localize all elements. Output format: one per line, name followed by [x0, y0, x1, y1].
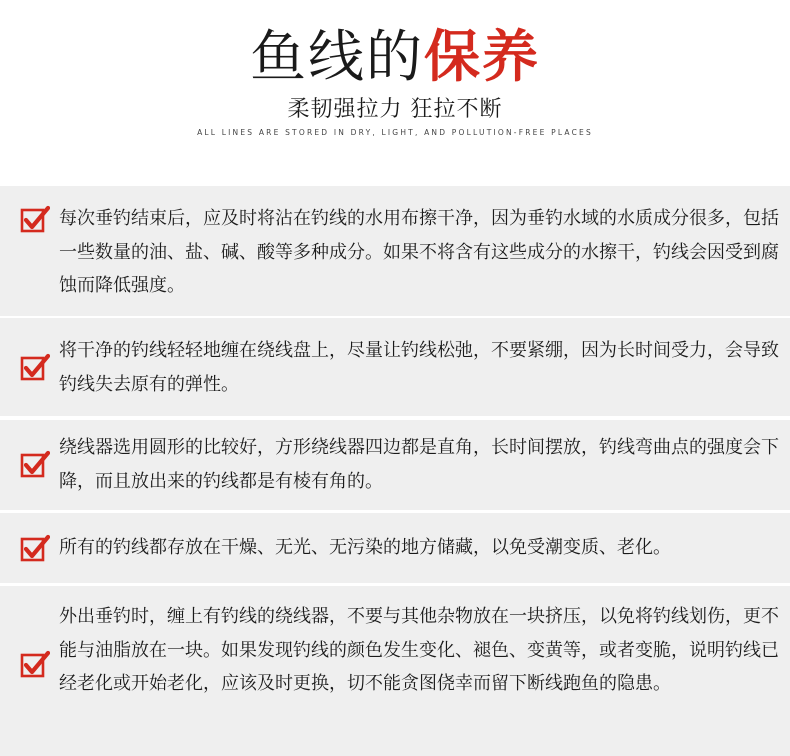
care-tip-text: 每次垂钓结束后，应及时将沾在钓线的水用布擦干净，因为垂钓水域的水质成分很多，包括一些数量的油、盐、碱、酸等多种成分。如果不将含有这些成分的水擦干，钓线会因受到腐蚀而降低强度。 [59, 208, 779, 296]
checkbox-checked-icon [20, 353, 50, 383]
page-header [0, 0, 790, 180]
checkbox-checked-icon [20, 650, 50, 680]
title-main: 鱼线的 [250, 25, 424, 90]
page-subtitle: 柔韧强拉力 狂拉不断 [287, 97, 503, 122]
care-tip-text: 外出垂钓时，缠上有钓线的绕线器，不要与其他杂物放在一块挤压，以免将钓线划伤，更不能与油脂放在一块。如果发现钓线的颜色发生变化、褪色、变黄等，或者变脆，说明钓线已经老化或开始老化，应该及时更换，切不能贪图侥幸而留下断线跑鱼的隐患。 [59, 606, 779, 694]
checkbox-checked-icon [20, 534, 50, 564]
care-tip-text: 所有的钓线都存放在干燥、无光、无污染的地方储藏，以免受潮变质、老化。 [59, 537, 671, 558]
care-tip-text: 绕线器选用圆形的比较好，方形绕线器四边都是直角，长时间摆放，钓线弯曲点的强度会下降，而且放出来的钓线都是有棱有角的。 [59, 437, 779, 492]
care-tip-card [0, 420, 790, 510]
page-title [0, 26, 790, 90]
checkbox-checked-icon [20, 205, 50, 235]
care-tip-card [0, 186, 790, 316]
care-tip-card [0, 513, 790, 583]
care-tip-card [0, 318, 790, 416]
care-tip-text: 将干净的钓线轻轻地缠在绕线盘上，尽量让钓线松弛，不要紧绷，因为长时间受力，会导致钓线失去原有的弹性。 [59, 340, 779, 395]
title-accent: 保养 [424, 25, 540, 90]
english-tagline: ALL LINES ARE STORED IN DRY, LIGHT, AND POLLUTION-FREE PLACES [197, 128, 593, 137]
checkbox-checked-icon [20, 450, 50, 480]
care-tip-card [0, 586, 790, 756]
